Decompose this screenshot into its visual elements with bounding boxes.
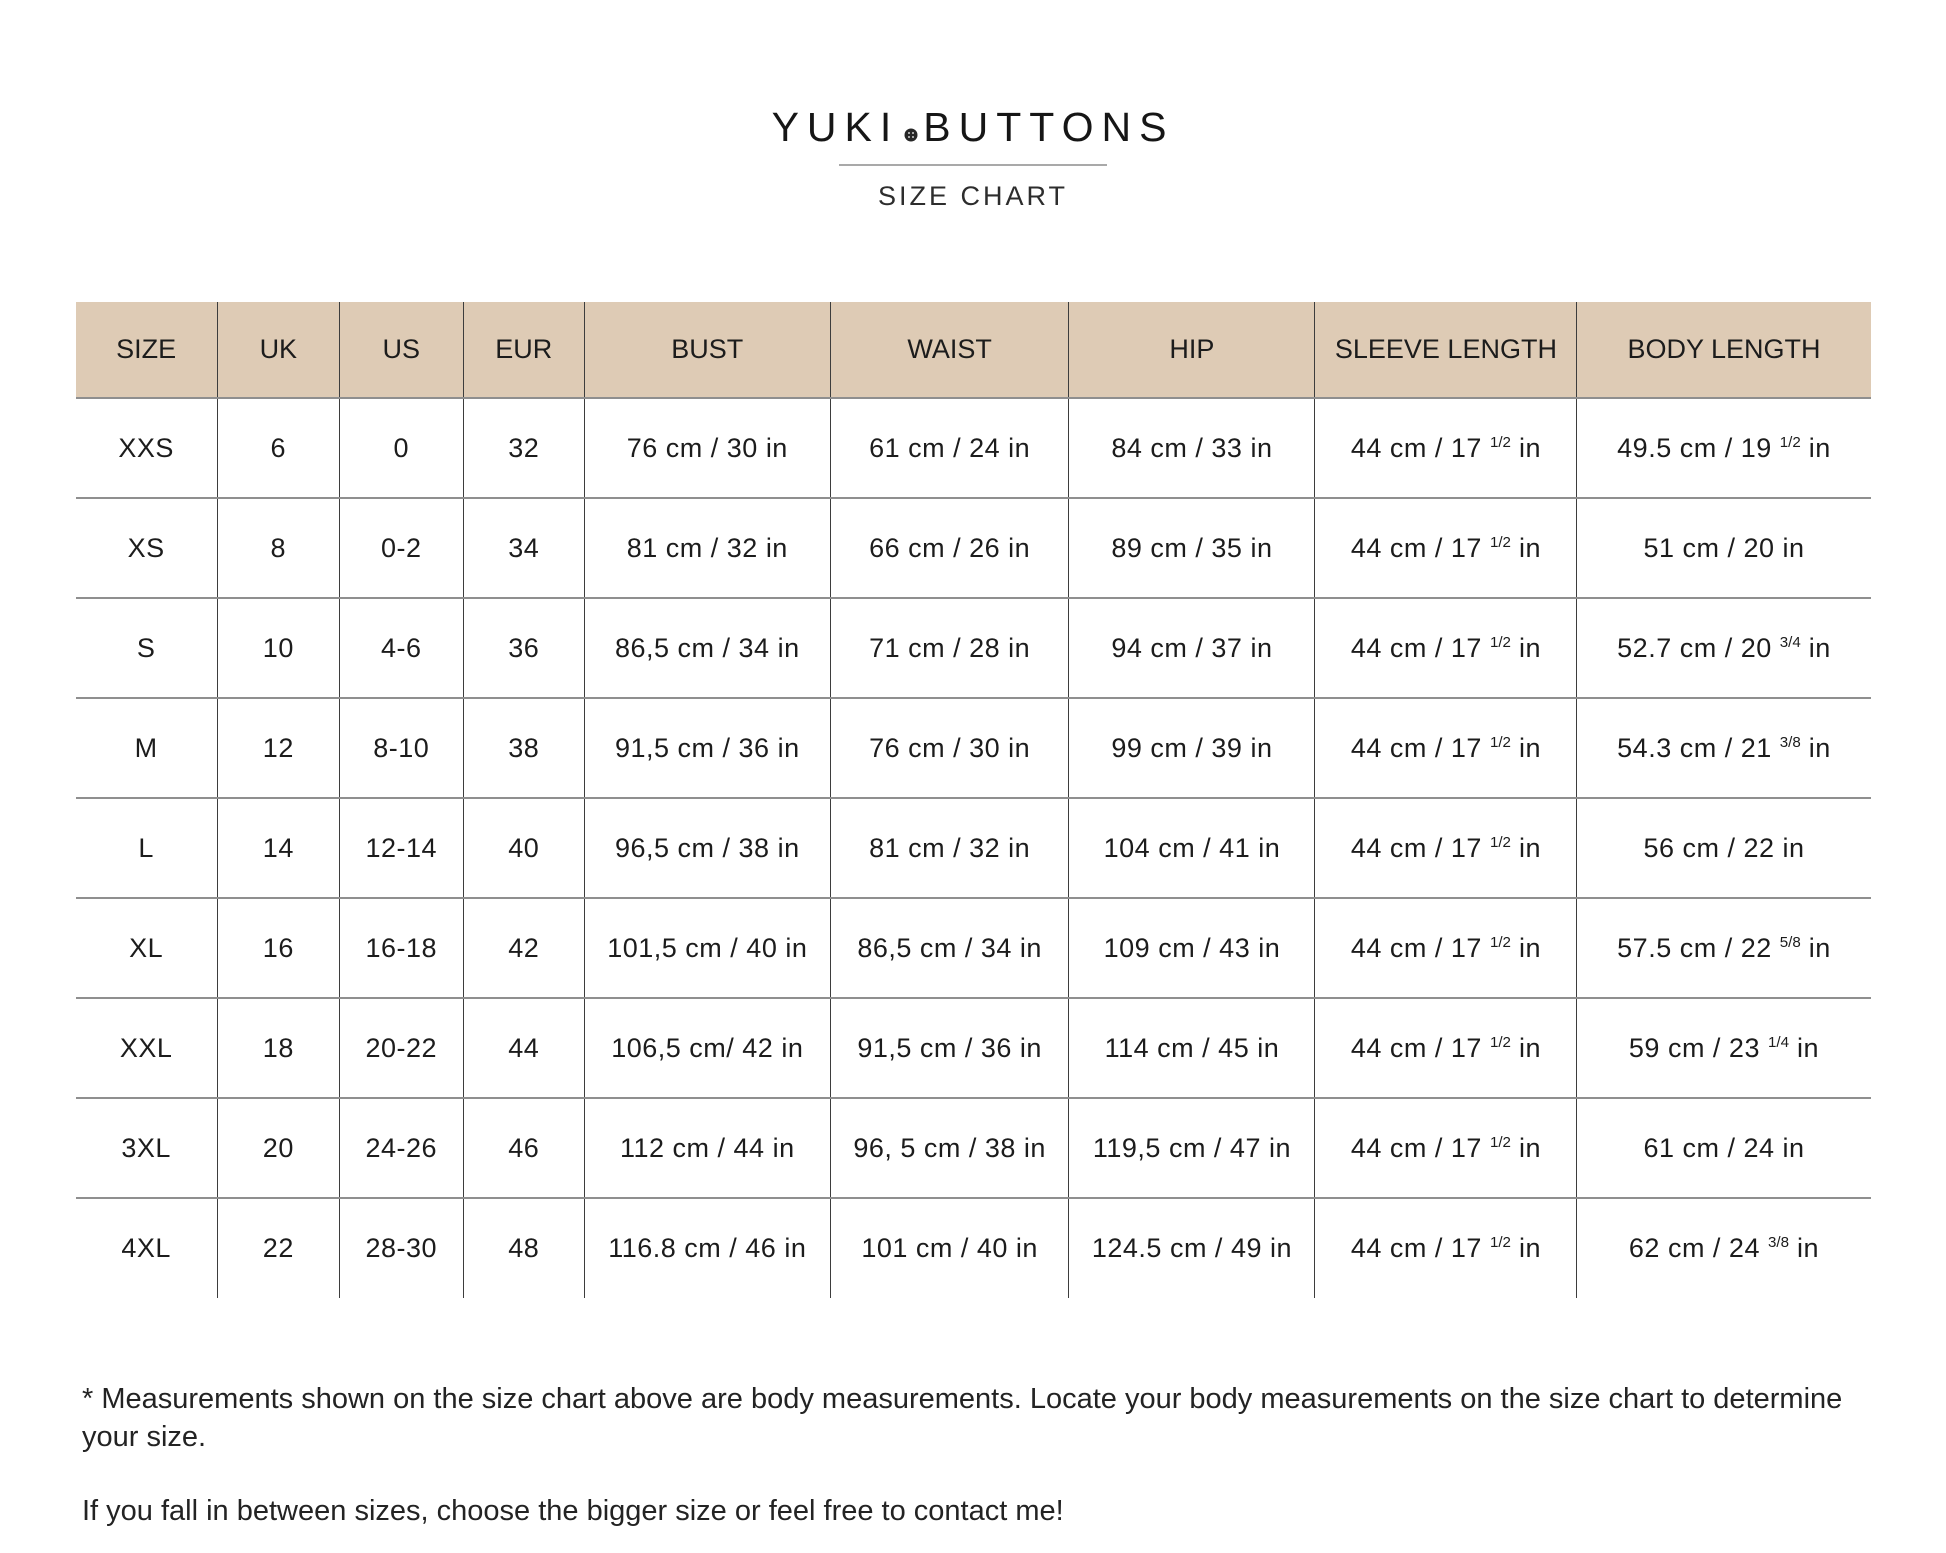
table-cell: 52.7 cm / 20 $^{3/4}$ in bbox=[1617, 632, 1831, 663]
table-cell: 54.3 cm / 21 $^{3/8}$ in bbox=[1617, 732, 1831, 763]
table-cell: 119,5 cm / 47 in bbox=[1069, 1098, 1315, 1198]
table-cell: 101,5 cm / 40 in bbox=[584, 898, 830, 998]
table-cell: 81 cm / 32 in bbox=[584, 498, 830, 598]
table-cell: 12 bbox=[217, 698, 339, 798]
fraction: 1/2 bbox=[1489, 1033, 1511, 1051]
table-cell: 44 cm / 17 $^{1/2}$ in bbox=[1315, 1098, 1577, 1198]
table-row bbox=[76, 398, 1871, 498]
table-cell: 8 bbox=[217, 498, 339, 598]
table-cell: 44 bbox=[463, 998, 584, 1098]
table-cell: 48 bbox=[463, 1198, 584, 1298]
fraction: 3/8 bbox=[1779, 733, 1801, 751]
table-cell: 22 bbox=[217, 1198, 339, 1298]
header-cell: SIZE bbox=[76, 302, 218, 398]
table-row bbox=[76, 498, 1871, 598]
table-cell: 14 bbox=[217, 798, 339, 898]
table-cell: 61 cm / 24 in bbox=[1643, 1132, 1805, 1163]
table-cell: 76 cm / 30 in bbox=[584, 398, 830, 498]
table-cell: 44 cm / 17 $^{1/2}$ in bbox=[1315, 898, 1577, 998]
fraction: 1/2 bbox=[1489, 833, 1511, 851]
table-cell: 34 bbox=[463, 498, 584, 598]
table-cell: 56 cm / 22 in bbox=[1643, 832, 1805, 863]
table-cell: 76 cm / 30 in bbox=[830, 698, 1069, 798]
fraction: 1/2 bbox=[1489, 533, 1511, 551]
table-body bbox=[76, 398, 1871, 1298]
table-cell: 96, 5 cm / 38 in bbox=[830, 1098, 1069, 1198]
table-cell: 44 cm / 17 $^{1/2}$ in bbox=[1315, 398, 1577, 498]
table-cell: XS bbox=[76, 498, 218, 598]
fraction: 1/2 bbox=[1489, 633, 1511, 651]
table-row bbox=[76, 898, 1871, 998]
table-cell: 66 cm / 26 in bbox=[830, 498, 1069, 598]
button-icon bbox=[904, 128, 918, 142]
table-row bbox=[76, 598, 1871, 698]
size-chart-table bbox=[76, 302, 1871, 1298]
notes bbox=[82, 1380, 1894, 1530]
table-cell: 81 cm / 32 in bbox=[830, 798, 1069, 898]
table-cell: 18 bbox=[217, 998, 339, 1098]
fraction: 1/2 bbox=[1489, 1133, 1511, 1151]
table-row bbox=[76, 698, 1871, 798]
table-cell: 62 cm / 24 $^{3/8}$ in bbox=[1628, 1233, 1820, 1263]
table-cell: 3XL bbox=[76, 1098, 218, 1198]
table-cell: 10 bbox=[217, 598, 339, 698]
table-cell: 8-10 bbox=[339, 698, 463, 798]
table-cell: 44 cm / 17 $^{1/2}$ in bbox=[1315, 798, 1577, 898]
table-cell: 49.5 cm / 19 $^{1/2}$ in bbox=[1617, 432, 1831, 463]
table-cell: 116.8 cm / 46 in bbox=[584, 1198, 830, 1298]
table-cell: 86,5 cm / 34 in bbox=[830, 898, 1069, 998]
header-cell: EUR bbox=[463, 302, 584, 398]
table-cell: 91,5 cm / 36 in bbox=[830, 998, 1069, 1098]
table-cell: 61 cm / 24 in bbox=[830, 398, 1069, 498]
table-cell: 24-26 bbox=[339, 1098, 463, 1198]
fraction: 1/2 bbox=[1489, 733, 1511, 751]
table-cell: 0 bbox=[339, 398, 463, 498]
table-row bbox=[76, 998, 1871, 1098]
table-cell: 46 bbox=[463, 1098, 584, 1198]
table-cell: L bbox=[76, 798, 218, 898]
header bbox=[0, 0, 1946, 212]
measurement-note: * Measurements shown on the size chart above are body measurements. Locate your body measurements on the size chart to determine your size. bbox=[82, 1383, 1843, 1454]
table-cell: 6 bbox=[217, 398, 339, 498]
table-cell: 16-18 bbox=[339, 898, 463, 998]
table-cell: 89 cm / 35 in bbox=[1069, 498, 1315, 598]
table-cell: S bbox=[76, 598, 218, 698]
table-cell: 106,5 cm/ 42 in bbox=[584, 998, 830, 1098]
between-sizes-note: If you fall in between sizes, choose the bigger size or feel free to contact me! bbox=[82, 1494, 1064, 1527]
fraction: 1/2 bbox=[1489, 433, 1511, 451]
table-cell: 40 bbox=[463, 798, 584, 898]
table-row bbox=[76, 1198, 1871, 1298]
header-cell: WAIST bbox=[830, 302, 1069, 398]
header-cell: BUST bbox=[584, 302, 830, 398]
brand-name-right: BUTTONS bbox=[923, 104, 1175, 150]
table-cell: 44 cm / 17 $^{1/2}$ in bbox=[1315, 998, 1577, 1098]
table-cell: 86,5 cm / 34 in bbox=[584, 598, 830, 698]
header-cell: US bbox=[339, 302, 463, 398]
table-cell: 36 bbox=[463, 598, 584, 698]
table-cell: 20-22 bbox=[339, 998, 463, 1098]
table-cell: 109 cm / 43 in bbox=[1069, 898, 1315, 998]
table-cell: 101 cm / 40 in bbox=[830, 1198, 1069, 1298]
table-cell: 44 cm / 17 $^{1/2}$ in bbox=[1315, 698, 1577, 798]
table-cell: 44 cm / 17 $^{1/2}$ in bbox=[1315, 598, 1577, 698]
table-cell: 94 cm / 37 in bbox=[1069, 598, 1315, 698]
table-cell: 57.5 cm / 22 $^{5/8}$ in bbox=[1617, 932, 1831, 963]
table-cell: M bbox=[76, 698, 218, 798]
header-cell: SLEEVE LENGTH bbox=[1315, 302, 1577, 398]
header-cell: UK bbox=[217, 302, 339, 398]
table-cell: XXL bbox=[76, 998, 218, 1098]
page-title: SIZE CHART bbox=[877, 181, 1069, 211]
table-cell: 44 cm / 17 $^{1/2}$ in bbox=[1315, 498, 1577, 598]
table-row bbox=[76, 1098, 1871, 1198]
header-cell: BODY LENGTH bbox=[1577, 302, 1871, 398]
fraction: 3/4 bbox=[1779, 633, 1801, 651]
table-cell: 112 cm / 44 in bbox=[584, 1098, 830, 1198]
brand-name bbox=[772, 104, 1175, 151]
table-cell: 96,5 cm / 38 in bbox=[584, 798, 830, 898]
table-cell: 12-14 bbox=[339, 798, 463, 898]
table-cell: 51 cm / 20 in bbox=[1643, 532, 1805, 563]
table-cell: 0-2 bbox=[339, 498, 463, 598]
header-cell: HIP bbox=[1069, 302, 1315, 398]
table-cell: 114 cm / 45 in bbox=[1069, 998, 1315, 1098]
fraction: 1/2 bbox=[1489, 933, 1511, 951]
brand-divider bbox=[839, 164, 1107, 166]
fraction: 1/2 bbox=[1779, 433, 1801, 451]
table-cell: 124.5 cm / 49 in bbox=[1069, 1198, 1315, 1298]
table-cell: 84 cm / 33 in bbox=[1069, 398, 1315, 498]
fraction: 5/8 bbox=[1779, 933, 1801, 951]
table-cell: 99 cm / 39 in bbox=[1069, 698, 1315, 798]
table-cell: 4-6 bbox=[339, 598, 463, 698]
table-cell: 104 cm / 41 in bbox=[1069, 798, 1315, 898]
table-cell: 16 bbox=[217, 898, 339, 998]
table-cell: XXS bbox=[76, 398, 218, 498]
table-cell: 42 bbox=[463, 898, 584, 998]
table-cell: 32 bbox=[463, 398, 584, 498]
table-cell: 59 cm / 23 $^{1/4}$ in bbox=[1628, 1032, 1820, 1063]
table-cell: 4XL bbox=[76, 1198, 218, 1298]
fraction: 3/8 bbox=[1767, 1234, 1789, 1251]
table-cell: 44 cm / 17 $^{1/2}$ in bbox=[1315, 1198, 1577, 1298]
table-cell: 20 bbox=[217, 1098, 339, 1198]
table-header-row bbox=[76, 302, 1871, 398]
table-cell: 38 bbox=[463, 698, 584, 798]
brand-name-left: YUKI bbox=[771, 104, 900, 150]
table-cell: 91,5 cm / 36 in bbox=[584, 698, 830, 798]
fraction: 1/2 bbox=[1489, 1234, 1511, 1251]
table-row bbox=[76, 798, 1871, 898]
table-cell: XL bbox=[76, 898, 218, 998]
table-cell: 71 cm / 28 in bbox=[830, 598, 1069, 698]
table-cell: 28-30 bbox=[339, 1198, 463, 1298]
fraction: 1/4 bbox=[1767, 1033, 1789, 1051]
